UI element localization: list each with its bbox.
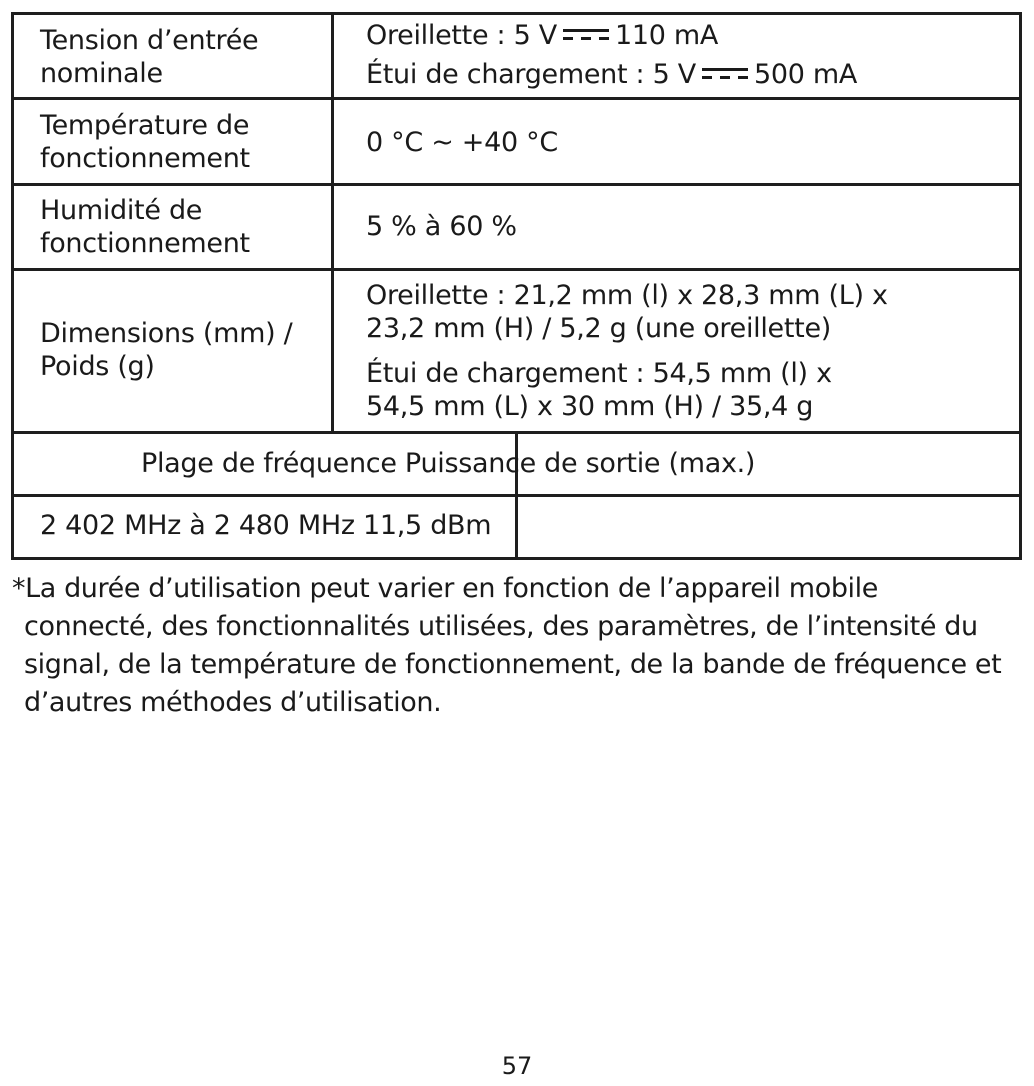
earbud-voltage: Oreillette : 5 V 110 mA xyxy=(366,20,719,51)
dc-symbol-icon xyxy=(563,28,609,42)
table-border-right xyxy=(1019,12,1022,560)
case-dimensions: Étui de chargement : 54,5 mm (l) x 54,5 mm (L) x 30 mm (H) / 35,4 g xyxy=(366,358,832,422)
earbud-dimensions: Oreillette : 21,2 mm (l) x 28,3 mm (L) x 23,2 mm (H) / 5,2 g (une oreillette) xyxy=(366,280,888,344)
table-row-divider xyxy=(12,183,1022,186)
rf-header: Plage de fréquence Puissance de sortie (max.) xyxy=(141,448,756,479)
footnote-first-line: *La durée d’utilisation peut varier en fonction de l’appareil mobile xyxy=(12,573,878,604)
value-dimensions-weight xyxy=(366,279,888,423)
label-operating-humidity: Humidité de fonctionnement xyxy=(40,195,250,259)
label-input-voltage: Tension d’entrée nominale xyxy=(40,25,259,89)
table-row-divider xyxy=(12,97,1022,100)
table-border-top xyxy=(12,12,1022,15)
table-column-divider xyxy=(331,12,334,434)
table-row-divider xyxy=(12,268,1022,271)
table-border-left xyxy=(11,12,14,560)
label-operating-temperature: Température de fonctionnement xyxy=(40,110,250,174)
usage-time-footnote xyxy=(12,570,1024,722)
value-operating-humidity: 5 % à 60 % xyxy=(366,211,517,242)
label-dimensions-weight: Dimensions (mm) / Poids (g) xyxy=(40,318,293,382)
dc-symbol-icon xyxy=(702,67,748,81)
footnote-continuation: connecté, des fonctionnalités utilisées, des paramètres, de l’intensité du signal, de la température de fonctionnement, de la bande de fréquence et d’autres méthodes d’utilisation. xyxy=(24,611,1002,718)
value-operating-temperature: 0 °C ~ +40 °C xyxy=(366,127,558,158)
page-number: 57 xyxy=(501,1052,533,1080)
value-input-voltage xyxy=(366,19,857,91)
case-voltage: Étui de chargement : 5 V 500 mA xyxy=(366,59,858,90)
rf-value-row: 2 402 MHz à 2 480 MHz 11,5 dBm xyxy=(40,510,492,541)
